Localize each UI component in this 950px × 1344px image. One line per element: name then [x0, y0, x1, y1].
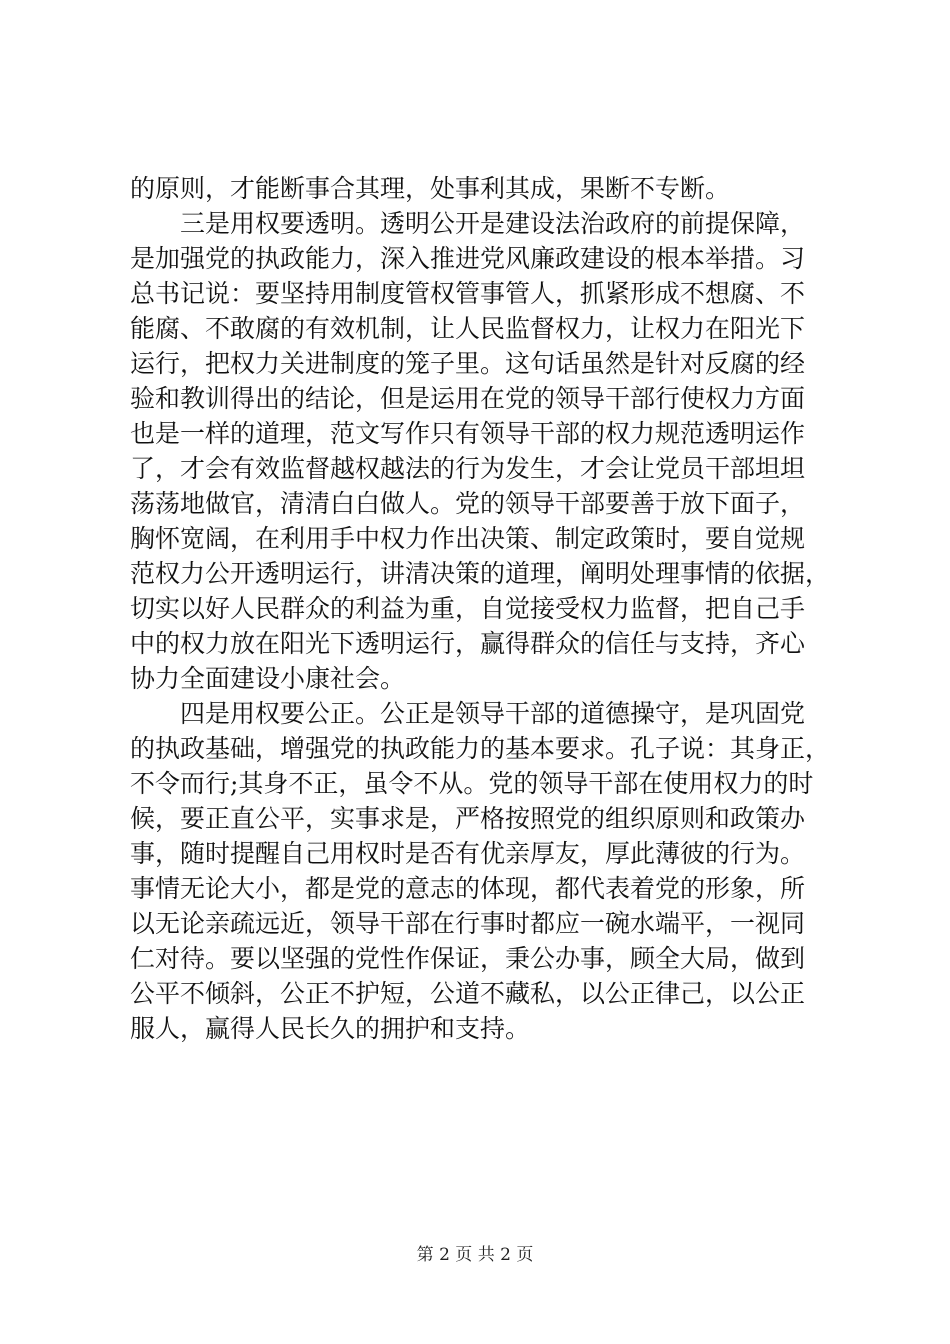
text-line: 胸怀宽阔，在利用手中权力作出决策、制定政策时，要自觉规	[130, 524, 806, 553]
text-line: 服人，赢得人民长久的拥护和支持。	[130, 1014, 531, 1043]
page-number-footer: 第 2 页 共 2 页	[416, 1245, 534, 1265]
text-line: 不令而行;其身不正，虽令不从。党的领导干部在使用权力的时	[130, 769, 814, 798]
text-line: 范权力公开透明运行，讲清决策的道理，阐明处理事情的依据，	[130, 559, 831, 588]
body-text	[130, 171, 850, 1046]
text-line: 运行，把权力关进制度的笼子里。这句话虽然是针对反腐的经	[130, 349, 806, 378]
text-line: 候，要正直公平，实事求是，严格按照党的组织原则和政策办	[130, 804, 806, 833]
text-line: 荡荡地做官，清清白白做人。党的领导干部要善于放下面子，	[130, 489, 806, 518]
text-line: 总书记说：要坚持用制度管权管事管人，抓紧形成不想腐、不	[130, 279, 806, 308]
text-line: 了，才会有效监督越权越法的行为发生，才会让党员干部坦坦	[130, 454, 806, 483]
text-line: 公平不倾斜，公正不护短，公道不藏私，以公正律己，以公正	[130, 979, 806, 1008]
text-line: 中的权力放在阳光下透明运行，赢得群众的信任与支持，齐心	[130, 629, 806, 658]
text-line: 也是一样的道理，范文写作只有领导干部的权力规范透明运作	[130, 419, 806, 448]
text-line: 事情无论大小，都是党的意志的体现，都代表着党的形象，所	[130, 874, 806, 903]
text-line: 是加强党的执政能力，深入推进党风廉政建设的根本举措。习	[130, 244, 806, 273]
text-line: 的执政基础，增强党的执政能力的基本要求。孔子说：其身正，	[130, 734, 831, 763]
text-line: 四是用权要公正。公正是领导干部的道德操守，是巩固党	[130, 699, 806, 728]
text-line: 的原则，才能断事合其理，处事利其成，果断不专断。	[130, 174, 731, 203]
text-line: 验和教训得出的结论，但是运用在党的领导干部行使权力方面	[130, 384, 806, 413]
text-line: 仁对待。要以坚强的党性作保证，秉公办事，顾全大局，做到	[130, 944, 806, 973]
text-line: 三是用权要透明。透明公开是建设法治政府的前提保障，	[130, 209, 806, 238]
text-line: 协力全面建设小康社会。	[130, 664, 406, 693]
text-line: 事，随时提醒自己用权时是否有优亲厚友，厚此薄彼的行为。	[130, 839, 806, 868]
text-line: 切实以好人民群众的利益为重，自觉接受权力监督，把自己手	[130, 594, 806, 623]
text-line: 以无论亲疏远近，领导干部在行事时都应一碗水端平，一视同	[130, 909, 806, 938]
text-line: 能腐、不敢腐的有效机制，让人民监督权力，让权力在阳光下	[130, 314, 806, 343]
